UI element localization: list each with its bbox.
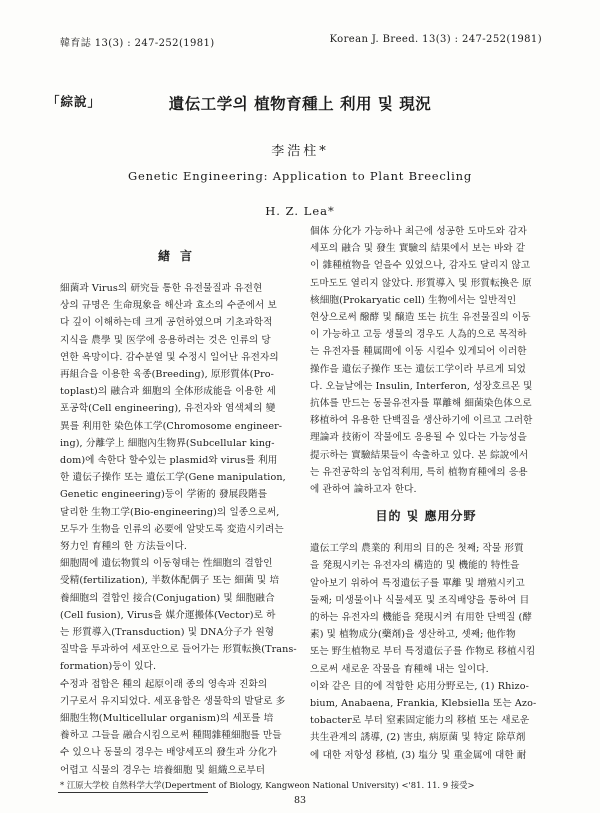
text-line: formation)등이 있다.: [60, 661, 157, 673]
text-line: 抗体를 만드는 동물유전자를 單離해 細菌染色体으로: [310, 398, 532, 410]
text-line: tobacter로 부터 窒素固定能力의 移植 또는 새로운: [310, 715, 530, 727]
text-line: 다. 오늘날에는 Insulin, Interferon, 성장호르몬 및: [310, 380, 533, 392]
author-english: H. Z. Lea*: [265, 204, 335, 218]
text-line: dom)에 속한다 할수있는 plasmid와 virus를 利用: [60, 455, 278, 467]
text-line: 이와 같은 目的에 적합한 応用分野로는, (1) Rhizo-: [310, 680, 529, 692]
text-line: 질막을 투과하여 세포안으로 들어가는 形質転換(Trans-: [60, 644, 297, 656]
text-line: 理論과 技術이 작물에도 응용될 수 있다는 가능성을: [310, 432, 527, 444]
journal-header-right: Korean J. Breed. 13(3) : 247-252(1981): [329, 34, 542, 45]
text-line: toplast)의 融合과 細胞의 全体形成能을 이용한 세: [60, 386, 276, 398]
text-line: 상의 규명은 生命現象을 해산과 효소의 수준에서 보: [60, 300, 277, 312]
text-line: 지식을 農學 및 医学에 응용하려는 것은 인류의 당: [60, 334, 271, 346]
text-line: 포공학(Cell engineering), 유전자와 염색체의 變: [60, 403, 276, 415]
text-line: 알아보기 위하여 특정遺伝子를 單離 및 增殖시키고: [310, 577, 525, 589]
author-korean: 李浩柱*: [271, 144, 329, 159]
right-column-top-text: [310, 223, 542, 498]
text-line: 養하고 그들을 融合시킴으로써 種間雜種細胞를 만들: [60, 730, 282, 742]
page-number: 83: [293, 795, 307, 806]
text-line: 한 遺伝子操作 또는 遺伝工学(Gene manipulation,: [60, 472, 286, 484]
journal-header-left: 韓育誌 13(3) : 247-252(1981): [60, 38, 215, 49]
section-heading-introduction: 緖言: [157, 249, 202, 263]
text-line: 에 대한 저항성 移植, (3) 塩分 및 重金属에 대한 耐: [310, 749, 527, 761]
text-line: 이 가능하고 고등 생물의 경우도 人為的으로 목적하: [310, 329, 527, 341]
text-line: 또는 野生植物로 부터 특정遺伝子를 作物로 移植시킴: [310, 646, 536, 658]
text-line: 는 形質導入(Transduction) 및 DNA分子가 원형: [60, 627, 275, 639]
text-line: (Cell fusion), Virus을 媒介運搬体(Vector)로 하: [60, 609, 276, 621]
text-line: 的하는 유전자의 機能을 発現시켜 有用한 단백질 (酵: [310, 612, 533, 624]
text-line: 으로써 새로운 작물을 育種해 내는 일이다.: [310, 663, 489, 675]
text-line: 操作을 遺伝子操作 또는 遺伝工学이라 부르게 되었: [310, 363, 527, 375]
text-line: 을 発現시키는 유전자의 構造的 및 機能的 特性을: [310, 560, 520, 572]
text-line: 細菌과 Virus의 研究들 통한 유전물질과 유전현: [60, 283, 263, 294]
category-label: 「綜說」: [47, 94, 102, 109]
text-line: 연한 욕망이다. 감수분열 및 수정시 일어난 유전자의: [60, 351, 279, 363]
text-line: 모두가 生物을 인류의 必要에 알맞도록 変造시키려는: [60, 523, 284, 535]
text-line: 다 깊이 이해하는데 크게 공헌하였으며 기초과학적: [60, 317, 273, 329]
text-line: 세포의 融合 및 發生 實驗의 結果에서 보는 바와 같: [310, 243, 526, 255]
paper-title-english: Genetic Engineering: Application to Plant Breecling: [128, 169, 472, 183]
text-line: 共生관계의 誘導, (2) 害虫, 病原菌 및 特定 除草剤: [310, 732, 526, 744]
text-line: 養細胞의 결합인 接合(Conjugation) 및 細胞融合: [60, 592, 275, 604]
footnote: * 江原大学校 自然科学大学(Depertment of Biology, Kangweon National University) <'81. 11. 9 接受>: [60, 780, 475, 790]
text-line: 에 관하여 論하고자 한다.: [310, 484, 417, 496]
text-line: 遺伝工学의 農業的 利用의 目的은 첫째; 작물 形質: [310, 543, 524, 555]
text-line: bium, Anabaena, Frankia, Klebsiella 또는 Azo-: [310, 698, 537, 710]
text-line: 再組合을 이용한 육종(Breeding), 原形質体(Pro-: [60, 369, 274, 381]
text-line: ing), 分離学上 細胞內生物界(Subcellular king-: [60, 437, 275, 449]
text-line: 提示하는 實驗結果들이 속출하고 있다. 본 綜說에서: [310, 449, 529, 461]
text-line: 달리한 生物工学(Bio-engineering)의 일종으로써,: [60, 506, 280, 518]
text-line: 기구로서 유지되었다. 세포융합은 생물학의 발달로 多: [60, 695, 286, 707]
text-line: 도마도도 열리지 않았다. 形質導入 및 形質転換은 原: [310, 277, 532, 289]
text-line: 核細胞(Prokaryatic cell) 生物에서는 일반적인: [310, 294, 517, 306]
paper-title-korean: 遺伝工学의 植物育種上 利用 및 現況: [168, 94, 432, 113]
right-column: [310, 223, 542, 764]
text-line: 둘째; 미생물이나 식물세포 및 조직배양을 통하여 目: [310, 594, 530, 606]
left-column: [60, 249, 300, 779]
text-line: 努力인 育種의 한 方法들이다.: [60, 541, 187, 553]
text-line: 異를 利用한 染色体工学(Chromosome engineer-: [60, 420, 283, 432]
text-line: 어렵고 식물의 경우는 培養細胞 및 組織으로부터: [60, 764, 266, 776]
text-line: 細胞間에 遺伝物質의 이동형태는 性細胞의 결합인: [60, 558, 273, 570]
text-line: 수 있으나 동물의 경우는 배양세포의 發生과 分化가: [60, 747, 277, 759]
text-line: 受精(fertilization), 半数体配偶子 또는 細菌 및 培: [60, 575, 280, 587]
text-line: 細胞生物(Multicellular organism)의 세포를 培: [60, 713, 274, 725]
text-line: 는 유전자를 種属間에 이동 시킬수 있게되어 이러한: [310, 346, 527, 358]
section-heading-purpose: 目的 및 應用分野: [375, 509, 477, 524]
text-line: 이 雜種植物을 얻을수 있었으나, 감자도 달리지 않고: [310, 260, 531, 272]
right-column-bottom-text: [310, 540, 542, 764]
text-line: 는 유전공학의 농업적利用, 특히 植物育種에의 응용: [310, 466, 528, 478]
text-line: 個体 分化가 가능하나 최근에 성공한 도마도와 감자: [310, 226, 527, 237]
footnote-rule: [58, 792, 208, 793]
text-line: 移植하여 유용한 단백질을 생산하기에 이르고 그러한: [310, 415, 533, 427]
text-line: 현상으로써 醱酵 및 醸造 또는 抗生 유전물질의 이동: [310, 312, 531, 324]
text-line: 수정과 접합은 種의 起原이래 종의 영속과 진화의: [60, 678, 268, 690]
text-line: 素) 및 植物成分(藥剤)을 생산하고, 셋째; 他作物: [310, 629, 516, 641]
text-line: Genetic engineering)등이 学術的 發展段階를: [60, 489, 268, 501]
